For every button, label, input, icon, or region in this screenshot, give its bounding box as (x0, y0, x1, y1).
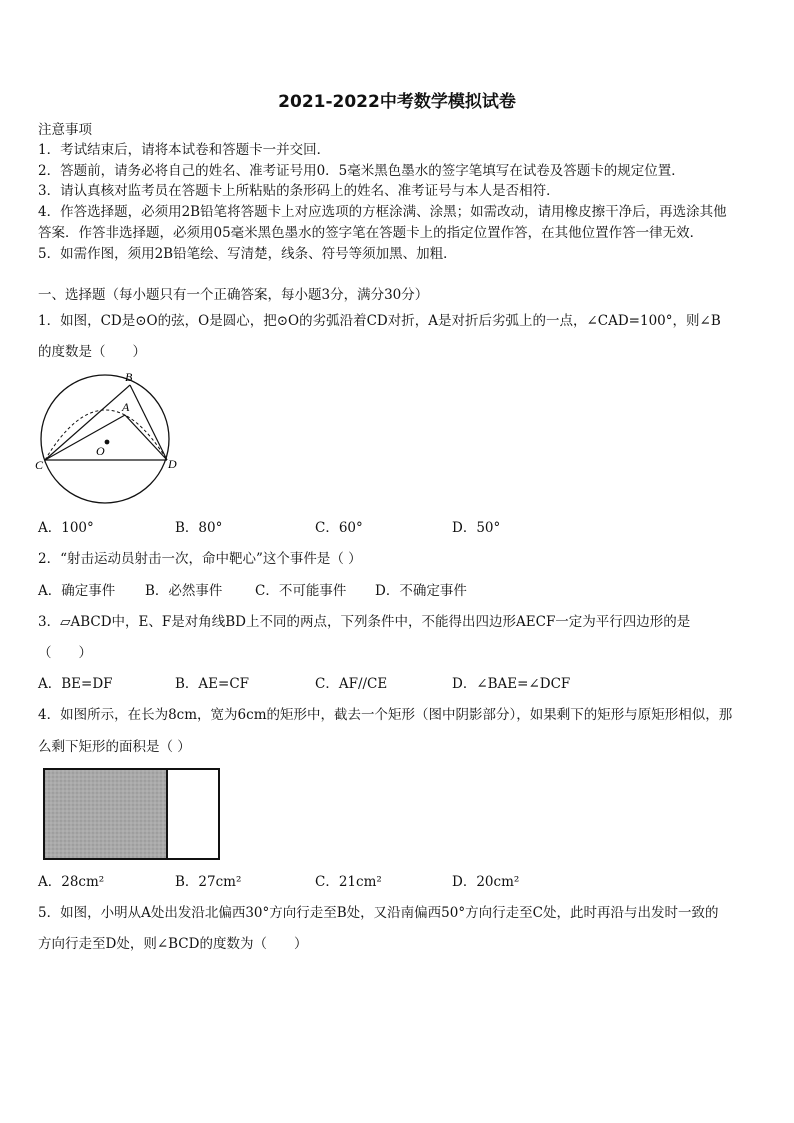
q4-option-c[interactable]: C．21cm² (315, 874, 382, 890)
segment-ca (45, 415, 125, 460)
q3-option-b[interactable]: B．AE=CF (175, 676, 250, 692)
question-3-text: 3．▱ABCD中，E、F是对角线BD上不同的两点，下列条件中，不能得出四边形AECF一定为平行四边形的是 (38, 614, 691, 630)
label-b: B (125, 370, 133, 384)
q4-option-b[interactable]: B．27cm² (175, 874, 242, 890)
question-4-text: 4．如图所示，在长为8cm，宽为6cm的矩形中，截去一个矩形（图中阴影部分），如果剩下的矩形与原矩形相似，那 (38, 707, 733, 723)
question-5-text: 5．如图，小明从A处出发沿北偏西30°方向行走至B处，又沿南偏西50°方向行走至C处，此时再沿与出发时一致的 (38, 905, 719, 921)
folded-arc (45, 410, 167, 460)
label-d: D (168, 457, 177, 471)
notice-item: 1．考试结束后，请将本试卷和答题卡一并交回． (38, 142, 331, 158)
notice-item: 3．请认真核对监考员在答题卡上所粘贴的条形码上的姓名、准考证号与本人是否相符． (38, 183, 560, 199)
q1-option-c[interactable]: C．60° (315, 520, 363, 536)
notice-item: 4．作答选择题，必须用2B铅笔将答题卡上对应选项的方框涂满、涂黑；如需改动，请用橡皮擦干净后，再选涂其他 (38, 204, 727, 220)
label-a: A (122, 400, 130, 414)
remaining-rectangle (167, 769, 219, 859)
q4-option-d[interactable]: D．20cm² (452, 874, 520, 890)
question-5-text: 方向行走至D处，则∠BCD的度数为（ ） (38, 936, 308, 952)
question-2-text: 2．“射击运动员射击一次，命中靶心”这个事件是（ ） (38, 551, 362, 567)
notice-item: 2．答题前，请务必将自己的姓名、准考证号用0．5毫米黑色墨水的签字笔填写在试卷及答题卡的规定位置． (38, 163, 685, 179)
segment-bd (130, 385, 167, 460)
q2-option-a[interactable]: A．确定事件 (38, 583, 116, 599)
q1-option-a[interactable]: A．100° (38, 520, 94, 536)
q2-option-b[interactable]: B．必然事件 (145, 583, 223, 599)
segment-ad (125, 415, 167, 460)
q1-option-d[interactable]: D．50° (452, 520, 501, 536)
notice-heading: 注意事项 (38, 122, 92, 138)
q3-option-a[interactable]: A．BE=DF (38, 676, 113, 692)
circle-o (41, 375, 169, 503)
q1-option-b[interactable]: B．80° (175, 520, 223, 536)
q2-option-d[interactable]: D．不确定事件 (375, 583, 467, 599)
notice-item: 5．如需作图，须用2B铅笔绘、写清楚，线条、符号等须加黑、加粗． (38, 246, 457, 262)
label-o: O (96, 444, 105, 458)
question-1-text: 1．如图，CD是⊙O的弦，O是圆心，把⊙O的劣弧沿着CD对折，A是对折后劣弧上的一点，∠CAD=100°，则∠B (38, 313, 721, 329)
q2-option-c[interactable]: C．不可能事件 (255, 583, 347, 599)
q4-option-a[interactable]: A．28cm² (38, 874, 105, 890)
q3-option-d[interactable]: D．∠BAE=∠DCF (452, 676, 571, 692)
circle-chord-figure (30, 365, 190, 510)
page-title: 2021-2022中考数学模拟试卷 (278, 92, 516, 112)
question-1-text: 的度数是（ ） (38, 344, 146, 360)
question-4-text: 么剩下矩形的面积是（ ） (38, 739, 191, 755)
q3-option-c[interactable]: C．AF//CE (315, 676, 388, 692)
question-3-text: （ ） (38, 645, 92, 661)
center-point-o (105, 440, 110, 445)
shaded-rectangle (44, 769, 167, 859)
notice-item: 答案．作答非选择题，必须用05毫米黑色墨水的签字笔在答题卡上的指定位置作答，在其他位置作答一律无效． (38, 225, 704, 241)
label-c: C (35, 458, 44, 472)
rectangle-figure (40, 764, 230, 864)
section-heading: 一、选择题（每小题只有一个正确答案，每小题3分，满分30分） (38, 287, 429, 303)
